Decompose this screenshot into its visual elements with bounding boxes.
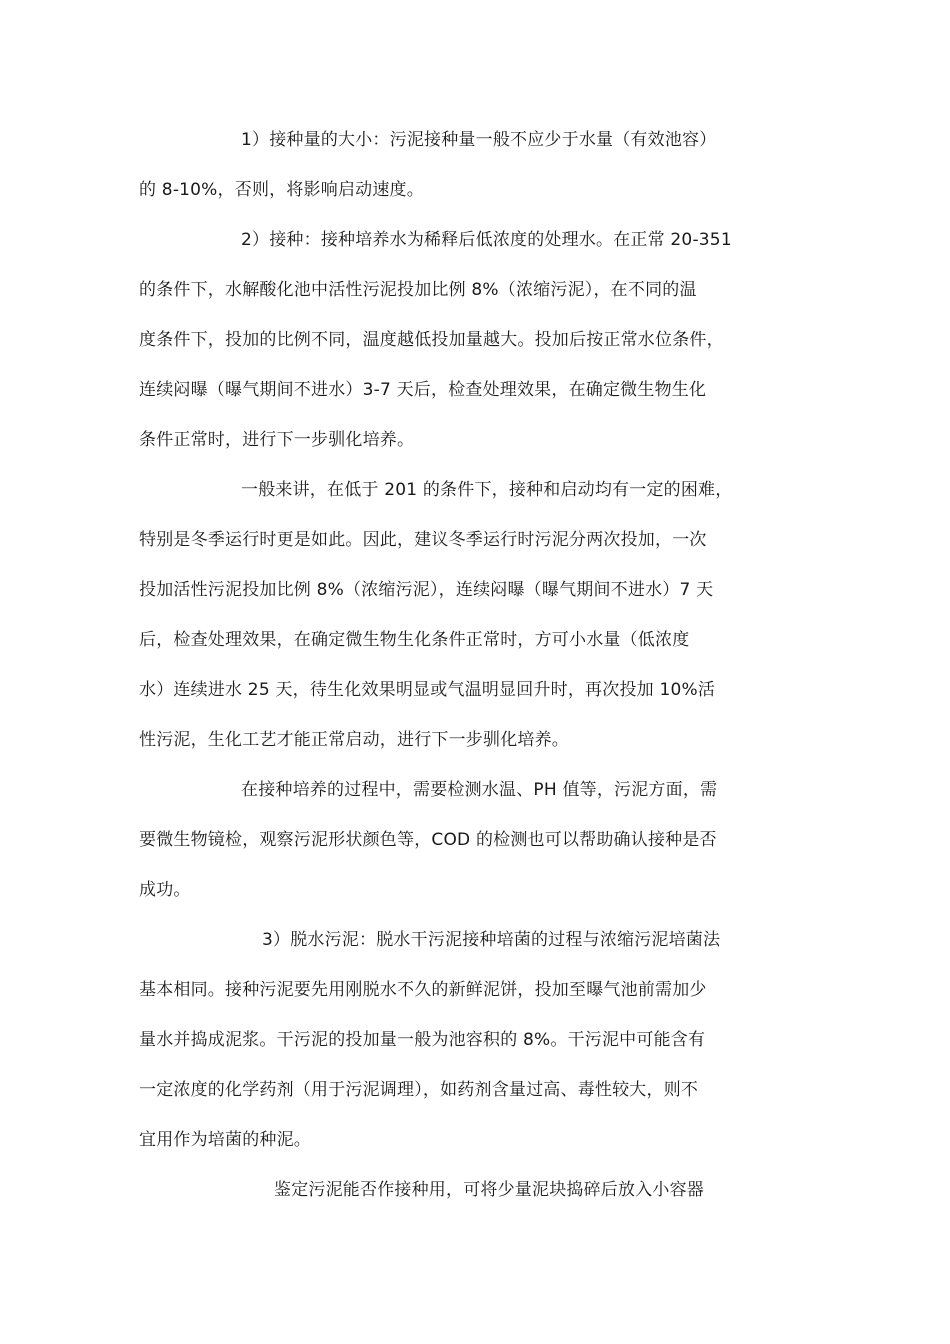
paragraph-3-line-6: 性污泥，生化工艺才能正常启动，进行下一步驯化培养。: [139, 730, 569, 750]
paragraph-2-line-5: 条件正常时，进行下一步驯化培养。: [139, 430, 415, 450]
paragraph-2-line-2: 的条件下，水解酸化池中活性污泥投加比例 8%（浓缩污泥），在不同的温: [139, 280, 697, 300]
paragraph-4-line-1: 在接种培养的过程中，需要检测水温、PH 值等，污泥方面，需: [241, 780, 718, 800]
paragraph-2-line-3: 度条件下，投加的比例不同，温度越低投加量越大。投加后按正常水位条件，: [139, 330, 724, 350]
paragraph-5-line-3: 量水并捣成泥浆。干污泥的投加量一般为池容积的 8%。干污泥中可能含有: [139, 1030, 706, 1050]
paragraph-5-line-1: 3）脱水污泥：脱水干污泥接种培菌的过程与浓缩污泥培菌法: [262, 930, 721, 950]
paragraph-3-line-3: 投加活性污泥投加比例 8%（浓缩污泥），连续闷曝（曝气期间不进水）7 天: [139, 580, 714, 600]
paragraph-3-line-4: 后，检查处理效果，在确定微生物生化条件正常时，方可小水量（低浓度: [139, 630, 690, 650]
paragraph-1-line-1: 1）接种量的大小：污泥接种量一般不应少于水量（有效池容）: [241, 130, 717, 150]
paragraph-4-line-3: 成功。: [139, 880, 191, 900]
paragraph-3-line-2: 特别是冬季运行时更是如此。因此，建议冬季运行时污泥分两次投加，一次: [139, 530, 707, 550]
paragraph-1-line-2: 的 8-10%，否则，将影响启动速度。: [139, 180, 424, 200]
paragraph-2-line-1: 2）接种：接种培养水为稀释后低浓度的处理水。在正常 20-351: [241, 230, 732, 250]
paragraph-5-line-2: 基本相同。接种污泥要先用刚脱水不久的新鲜泥饼，投加至曝气池前需加少: [139, 980, 707, 1000]
paragraph-2-line-4: 连续闷曝（曝气期间不进水）3-7 天后，检查处理效果，在确定微生物生化: [139, 380, 707, 400]
paragraph-4-line-2: 要微生物镜检，观察污泥形状颜色等，COD 的检测也可以帮助确认接种是否: [139, 830, 717, 850]
paragraph-6-line-1: 鉴定污泥能否作接种用，可将少量泥块捣碎后放入小容器: [274, 1180, 704, 1200]
paragraph-5-line-5: 宜用作为培菌的种泥。: [139, 1130, 311, 1150]
paragraph-3-line-5: 水）连续进水 25 天，待生化效果明显或气温明显回升时，再次投加 10%活: [139, 680, 716, 700]
paragraph-3-line-1: 一般来讲，在低于 201 的条件下，接种和启动均有一定的困难，: [241, 480, 733, 500]
paragraph-5-line-4: 一定浓度的化学药剂（用于污泥调理），如药剂含量过高、毒性较大，则不: [139, 1080, 699, 1100]
